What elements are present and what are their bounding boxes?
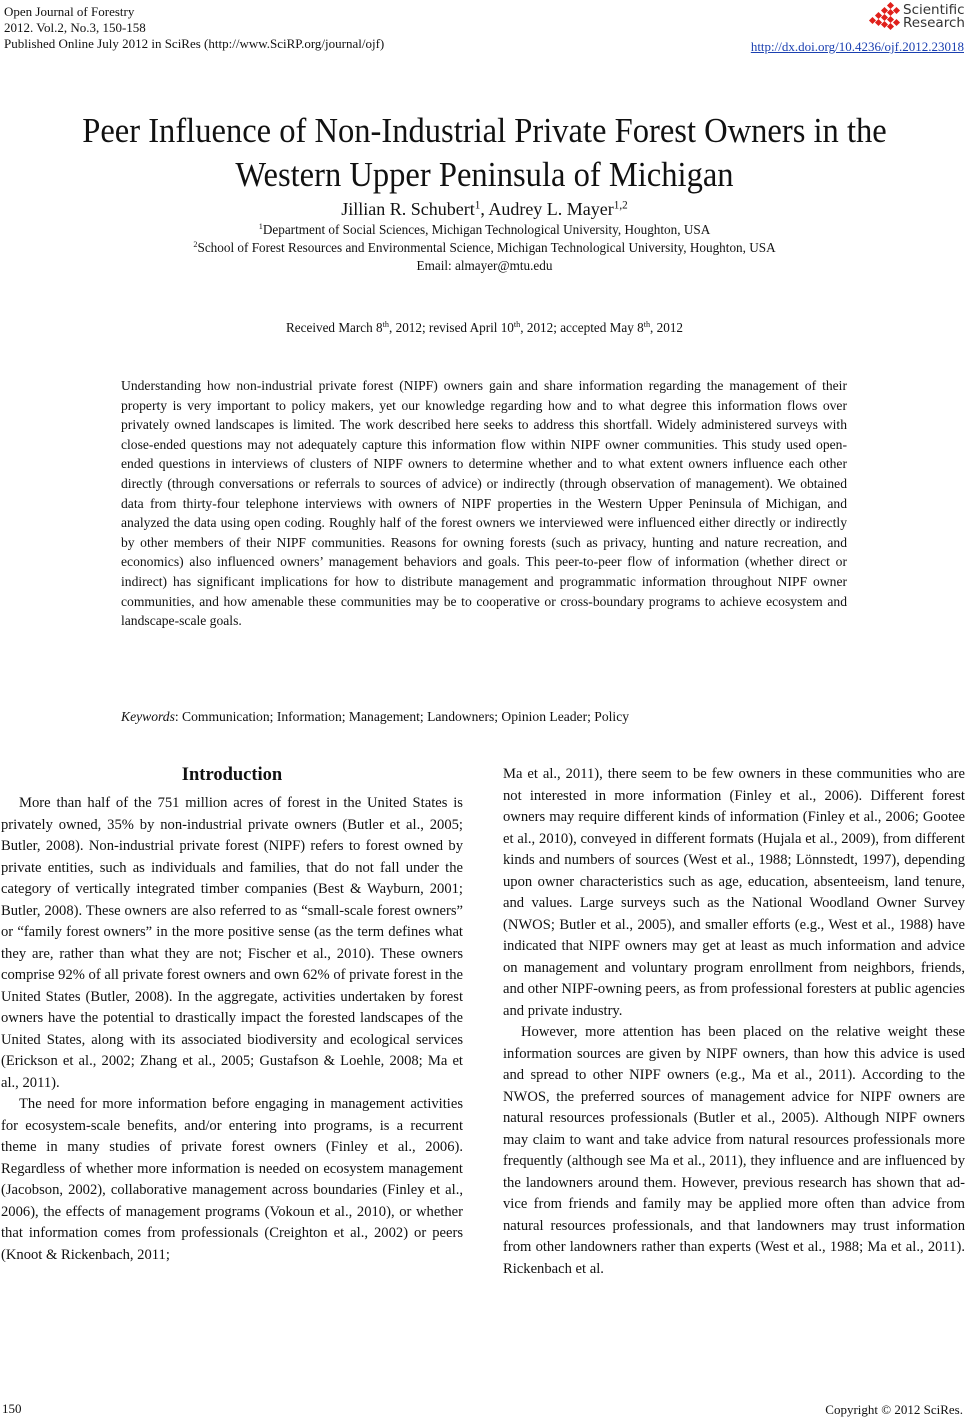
paragraph: More than half of the 751 million acres of forest in the United States is privately owned, 35% by non-industrial private owners (Butler et al., 2005; Butler, 2008). Non-industrial private forest (NIPF) refers to forest owned by private entities, such as individuals and families, that do not fall under the category of vertically integrated timber companies (Best & Wayburn, 2001; Butler, 2008). These owners are also referred to as “small-scale forest owners” or “family forest owners” in the more positive sense (as the term defines what they are, rather than what they are not; Fischer et al., 2010). These owners comprise 92% of all private forest owners and own 62% of private forest in the United States (Butler, 2008). In the aggregate, activities undertaken by forest owners have the potential to drastically impact the forested landscapes of the United States, along with its associated biodiversity and ecological services (Erickson et al., 2002; Zhang et al., 2005; Gustafson & Loehle, 2008; Ma et al., 2011). [1, 795, 463, 1091]
keywords [121, 709, 629, 725]
copyright: Copyright © 2012 SciRes. [825, 1402, 963, 1417]
author-name: Audrey L. Mayer [488, 199, 614, 219]
right-column [503, 764, 965, 1280]
author-email: Email: almayer@mtu.edu [416, 258, 553, 273]
publication-info: Published Online July 2012 in SciRes (http://www.SciRP.org/journal/ojf) [4, 36, 385, 51]
left-column [1, 764, 463, 1266]
section-heading: Introduction [181, 765, 283, 785]
journal-volume: 2012. Vol.2, No.3, 150-158 [4, 20, 146, 35]
publisher-logo [866, 2, 965, 32]
author-name: Jillian R. Schubert [341, 199, 475, 219]
author-list: Jillian R. Schubert$^1$, Audrey L. Mayer$^{1,2}$ [341, 199, 628, 219]
abstract: Understanding how non-industrial private forest (NIPF) owners gain and share information regarding the management of their property is very important to policy makers, yet our knowledge regarding how and to what degree this information flows over privately owned landscapes is limited. The work described here seeks to address this shortfall. Widely administered surveys with close-ended questions may not adequately capture this information flow within NIPF owner communities. This study used open-ended questions in interviews of clusters of NIPF owners to determine whether and to what extent owners influence each other directly (through conversations or referrals to sources of advice) or indirectly (through observation of management). We obtained data from thirty-four telephone interviews with owners of NIPF properties in the Western Upper Peninsula of Michigan, and analyzed the data using open coding. Roughly half of the forest owners we interviewed were influenced either directly or indirectly by other members of their NIPF communities. Reasons for owning forests (such as privacy, hunting and nature recreation, and economics) also influenced owners’ management behaviors and goals. This peer-to-peer flow of information (whether direct or indirect) has significant implications for how to distribute management and programmatic information throughout NIPF owner communities, and how amenable these communities may be to cooperative or cross-boundary programs to achieve ecosystem and landscape-scale goals. [121, 378, 847, 629]
page-number: 150 [2, 1401, 22, 1416]
affiliation: $^2$School of Forest Resources and Environmental Science, Michigan Technological University, Houghton, USA [193, 240, 776, 255]
doi-link[interactable]: http://dx.doi.org/10.4236/ojf.2012.23018 [750, 39, 964, 54]
logo-line2: Research [903, 15, 965, 31]
article-title: Peer Influence of Non-Industrial Private Forest Owners in the Western Upper Peninsula of Michigan [82, 111, 887, 194]
keywords-label: Keywords [121, 709, 175, 724]
affiliation: $^1$Department of Social Sciences, Michigan Technological University, Houghton, USA [258, 222, 711, 237]
paragraph: However, more attention has been placed on the relative weight these information sources are given by NIPF owners, than how this advice is used and spread to other NIPF owners (e.g., Ma et al., 2011). According to the NWOS, the preferred sources of management advice for NIPF owners are natural resources professionals (Butler et al., 2005). Although NIPF owners may claim to want and take advice from natural resources professionals more frequently (although see Ma et al., 2011), they influence and are influenced by the landowners around them. However, previous research has shown that advice from friends and family may be applied more often than advice from natural resources professionals, and that landowners may trust information from other landowners rather than experts (West et al., 1988; Ma et al., 2011). Rickenbach et al. [503, 1024, 965, 1277]
paragraph: The need for more information before engaging in management activities for ecosystem-scale benefits, and/or entering into programs, is a recurrent theme in many studies of private forest owners (Finley et al., 2006). Regardless of whether more information is needed on ecosystem management (Jacobson, 2002), collaborative management across boundaries (Finley et al., 2006), the effects of management programs (Vokoun et al., 2010), or whether that information comes from professionals (Creighton et al., 2002) or peers (Knoot & Rickenbach, 2011; [1, 1096, 463, 1263]
journal-name: Open Journal of Forestry [4, 4, 135, 19]
received-dates: Received March 8th, 2012; revised April 10th, 2012; accepted May 8th, 2012 [285, 320, 684, 335]
journal-header [4, 4, 384, 52]
keywords-list: : Communication; Information; Management; Landowners; Opinion Leader; Policy [174, 709, 630, 724]
diamond-cluster-icon [866, 2, 902, 32]
logo-line1: Scientific [903, 2, 965, 18]
paragraph: Ma et al., 2011), there seem to be few owners in these communities who are not interested in more information (Finley et al., 2006). Different forest owners may require different kinds of information (Finley et al., 2006; Gootee et al., 2010), conveyed in different formats (Hujala et al., 2009), from different kinds and numbers of sources (West et al., 1988; Lönnstedt, 1997), depending upon owner characteristics such as age, education, absenteeism, land tenure, and values. Large surveys such as the National Woodland Owner Survey (NWOS; Butler et al., 2005), and smaller efforts (e.g., West et al., 1988) have indicated that NIPF owners may get at least as much information and advice on management and voluntary program enrollment from neighbors, friends, and other NIPF-owning peers, as from professional foresters at public agencies and private industry. [503, 766, 965, 1019]
